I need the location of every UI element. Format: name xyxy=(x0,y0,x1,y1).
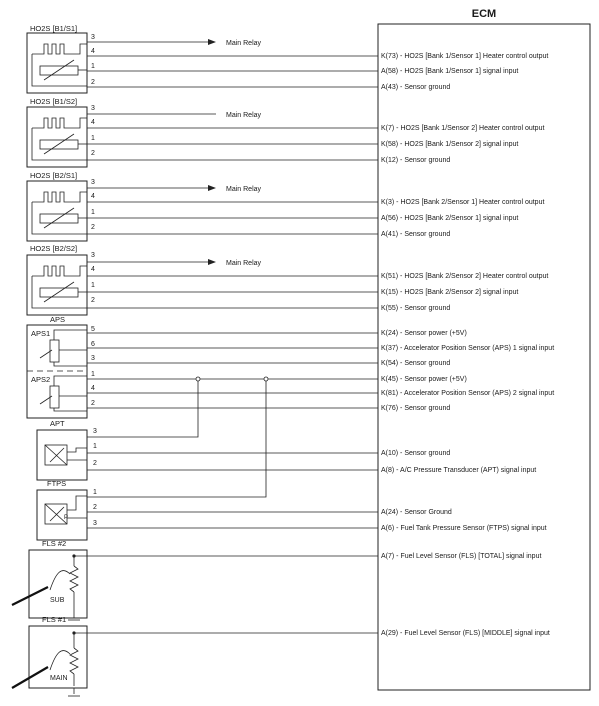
pin-label: 2 xyxy=(91,400,95,407)
ecm-signal: K(12) - Sensor ground xyxy=(381,157,451,164)
ecm-signal: A(56) - HO2S [Bank 2/Sensor 1] signal input xyxy=(381,215,519,222)
pin-label: 1 xyxy=(93,443,97,450)
pin-label: 5 xyxy=(91,326,95,333)
ecm-signal: K(3) - HO2S [Bank 2/Sensor 1] Heater control output xyxy=(381,199,545,206)
pin-label: 3 xyxy=(93,428,97,435)
pin-label: 3 xyxy=(91,355,95,362)
ecm-signal: A(8) - A/C Pressure Transducer (APT) signal input xyxy=(381,467,537,474)
ecm-signal: A(29) - Fuel Level Sensor (FLS) [MIDDLE] signal input xyxy=(381,630,550,637)
pin-label: 3 xyxy=(93,520,97,527)
pin-label: 2 xyxy=(93,460,97,467)
apt-box xyxy=(37,430,87,480)
pin-label: 1 xyxy=(91,282,95,289)
aps2-label: APS2 xyxy=(31,375,51,384)
main-relay-label: Main Relay xyxy=(226,260,262,267)
aps-label: APS xyxy=(50,315,66,324)
pin-label: 3 xyxy=(91,105,95,112)
pin-label: 4 xyxy=(91,385,95,392)
fls2-label: FLS #2 xyxy=(42,539,67,548)
main-relay-label: Main Relay xyxy=(226,40,262,47)
ecm-signal: K(76) - Sensor ground xyxy=(381,405,451,412)
pin-label: 4 xyxy=(91,266,95,273)
ecm-signal: K(37) - Accelerator Position Sensor (APS) 1 signal input xyxy=(381,345,555,352)
ho2s-b1s1-label: HO2S [B1/S1] xyxy=(30,24,78,33)
ecm-signal: K(81) - Accelerator Position Sensor (APS) 2 signal input xyxy=(381,390,555,397)
fls2-box xyxy=(29,550,87,618)
pin-label: 1 xyxy=(93,489,97,496)
pin-label: 1 xyxy=(91,63,95,70)
pin-label: 4 xyxy=(91,193,95,200)
pin-label: 4 xyxy=(91,48,95,55)
ecm-signal: K(54) - Sensor ground xyxy=(381,360,451,367)
ho2s-b2s1-box xyxy=(27,181,87,241)
ecm-signal: A(7) - Fuel Level Sensor (FLS) [TOTAL] signal input xyxy=(381,553,542,560)
fls1-tag: MAIN xyxy=(50,675,68,682)
aps-box xyxy=(27,325,87,418)
pin-label: 2 xyxy=(93,504,97,511)
main-relay-label: Main Relay xyxy=(226,186,262,193)
ecm-signal: K(51) - HO2S [Bank 2/Sensor 2] Heater control output xyxy=(381,273,549,280)
ecm-signal: A(24) - Sensor Ground xyxy=(381,509,452,516)
ecm-signal: K(45) - Sensor power (+5V) xyxy=(381,376,467,383)
pin-label: 1 xyxy=(91,135,95,142)
fls2-tag: SUB xyxy=(50,597,65,604)
ecm-signal: A(43) - Sensor ground xyxy=(381,84,451,91)
fls1-label: FLS #1 xyxy=(42,615,67,624)
pin-label: 2 xyxy=(91,224,95,231)
pin-label: 2 xyxy=(91,79,95,86)
ho2s-b1s2-box xyxy=(27,107,87,167)
ftps-label: FTPS xyxy=(47,479,67,488)
ecm-signal: A(58) - HO2S [Bank 1/Sensor 1] signal input xyxy=(381,68,519,75)
pin-label: 3 xyxy=(91,179,95,186)
ecm-signal: K(15) - HO2S [Bank 2/Sensor 2] signal input xyxy=(381,289,519,296)
pin-label: 3 xyxy=(91,34,95,41)
ecm-signal: A(41) - Sensor ground xyxy=(381,231,451,238)
main-relay-label: Main Relay xyxy=(226,112,262,119)
ecm-signal: K(7) - HO2S [Bank 1/Sensor 2] Heater control output xyxy=(381,125,545,132)
ho2s-b1s1-box xyxy=(27,33,87,93)
ho2s-b2s2-label: HO2S [B2/S2] xyxy=(30,244,78,253)
apt-label: APT xyxy=(50,419,65,428)
ecm-signal: K(55) - Sensor ground xyxy=(381,305,451,312)
ecm-box xyxy=(378,24,590,690)
ecm-signal: A(10) - Sensor ground xyxy=(381,450,451,457)
ho2s-b1s2-label: HO2S [B1/S2] xyxy=(30,97,78,106)
pin-label: 2 xyxy=(91,150,95,157)
ho2s-b2s2-box xyxy=(27,255,87,315)
svg-text:P: P xyxy=(64,515,69,521)
aps1-label: APS1 xyxy=(31,329,51,338)
ecm-signal: K(24) - Sensor power (+5V) xyxy=(381,330,467,337)
pin-label: 3 xyxy=(91,252,95,259)
ho2s-b2s1-label: HO2S [B2/S1] xyxy=(30,171,78,180)
pin-label: 1 xyxy=(91,209,95,216)
ecm-signal: K(58) - HO2S [Bank 1/Sensor 2] signal input xyxy=(381,141,519,148)
ecm-signal: A(6) - Fuel Tank Pressure Sensor (FTPS) signal input xyxy=(381,525,547,532)
pin-label: 4 xyxy=(91,119,95,126)
ecm-signal: K(73) - HO2S [Bank 1/Sensor 1] Heater control output xyxy=(381,53,549,60)
pin-label: 2 xyxy=(91,297,95,304)
ftps-box xyxy=(37,490,87,540)
pin-label: 6 xyxy=(91,341,95,348)
ecm-title: ECM xyxy=(471,8,497,20)
pin-label: 1 xyxy=(91,371,95,378)
